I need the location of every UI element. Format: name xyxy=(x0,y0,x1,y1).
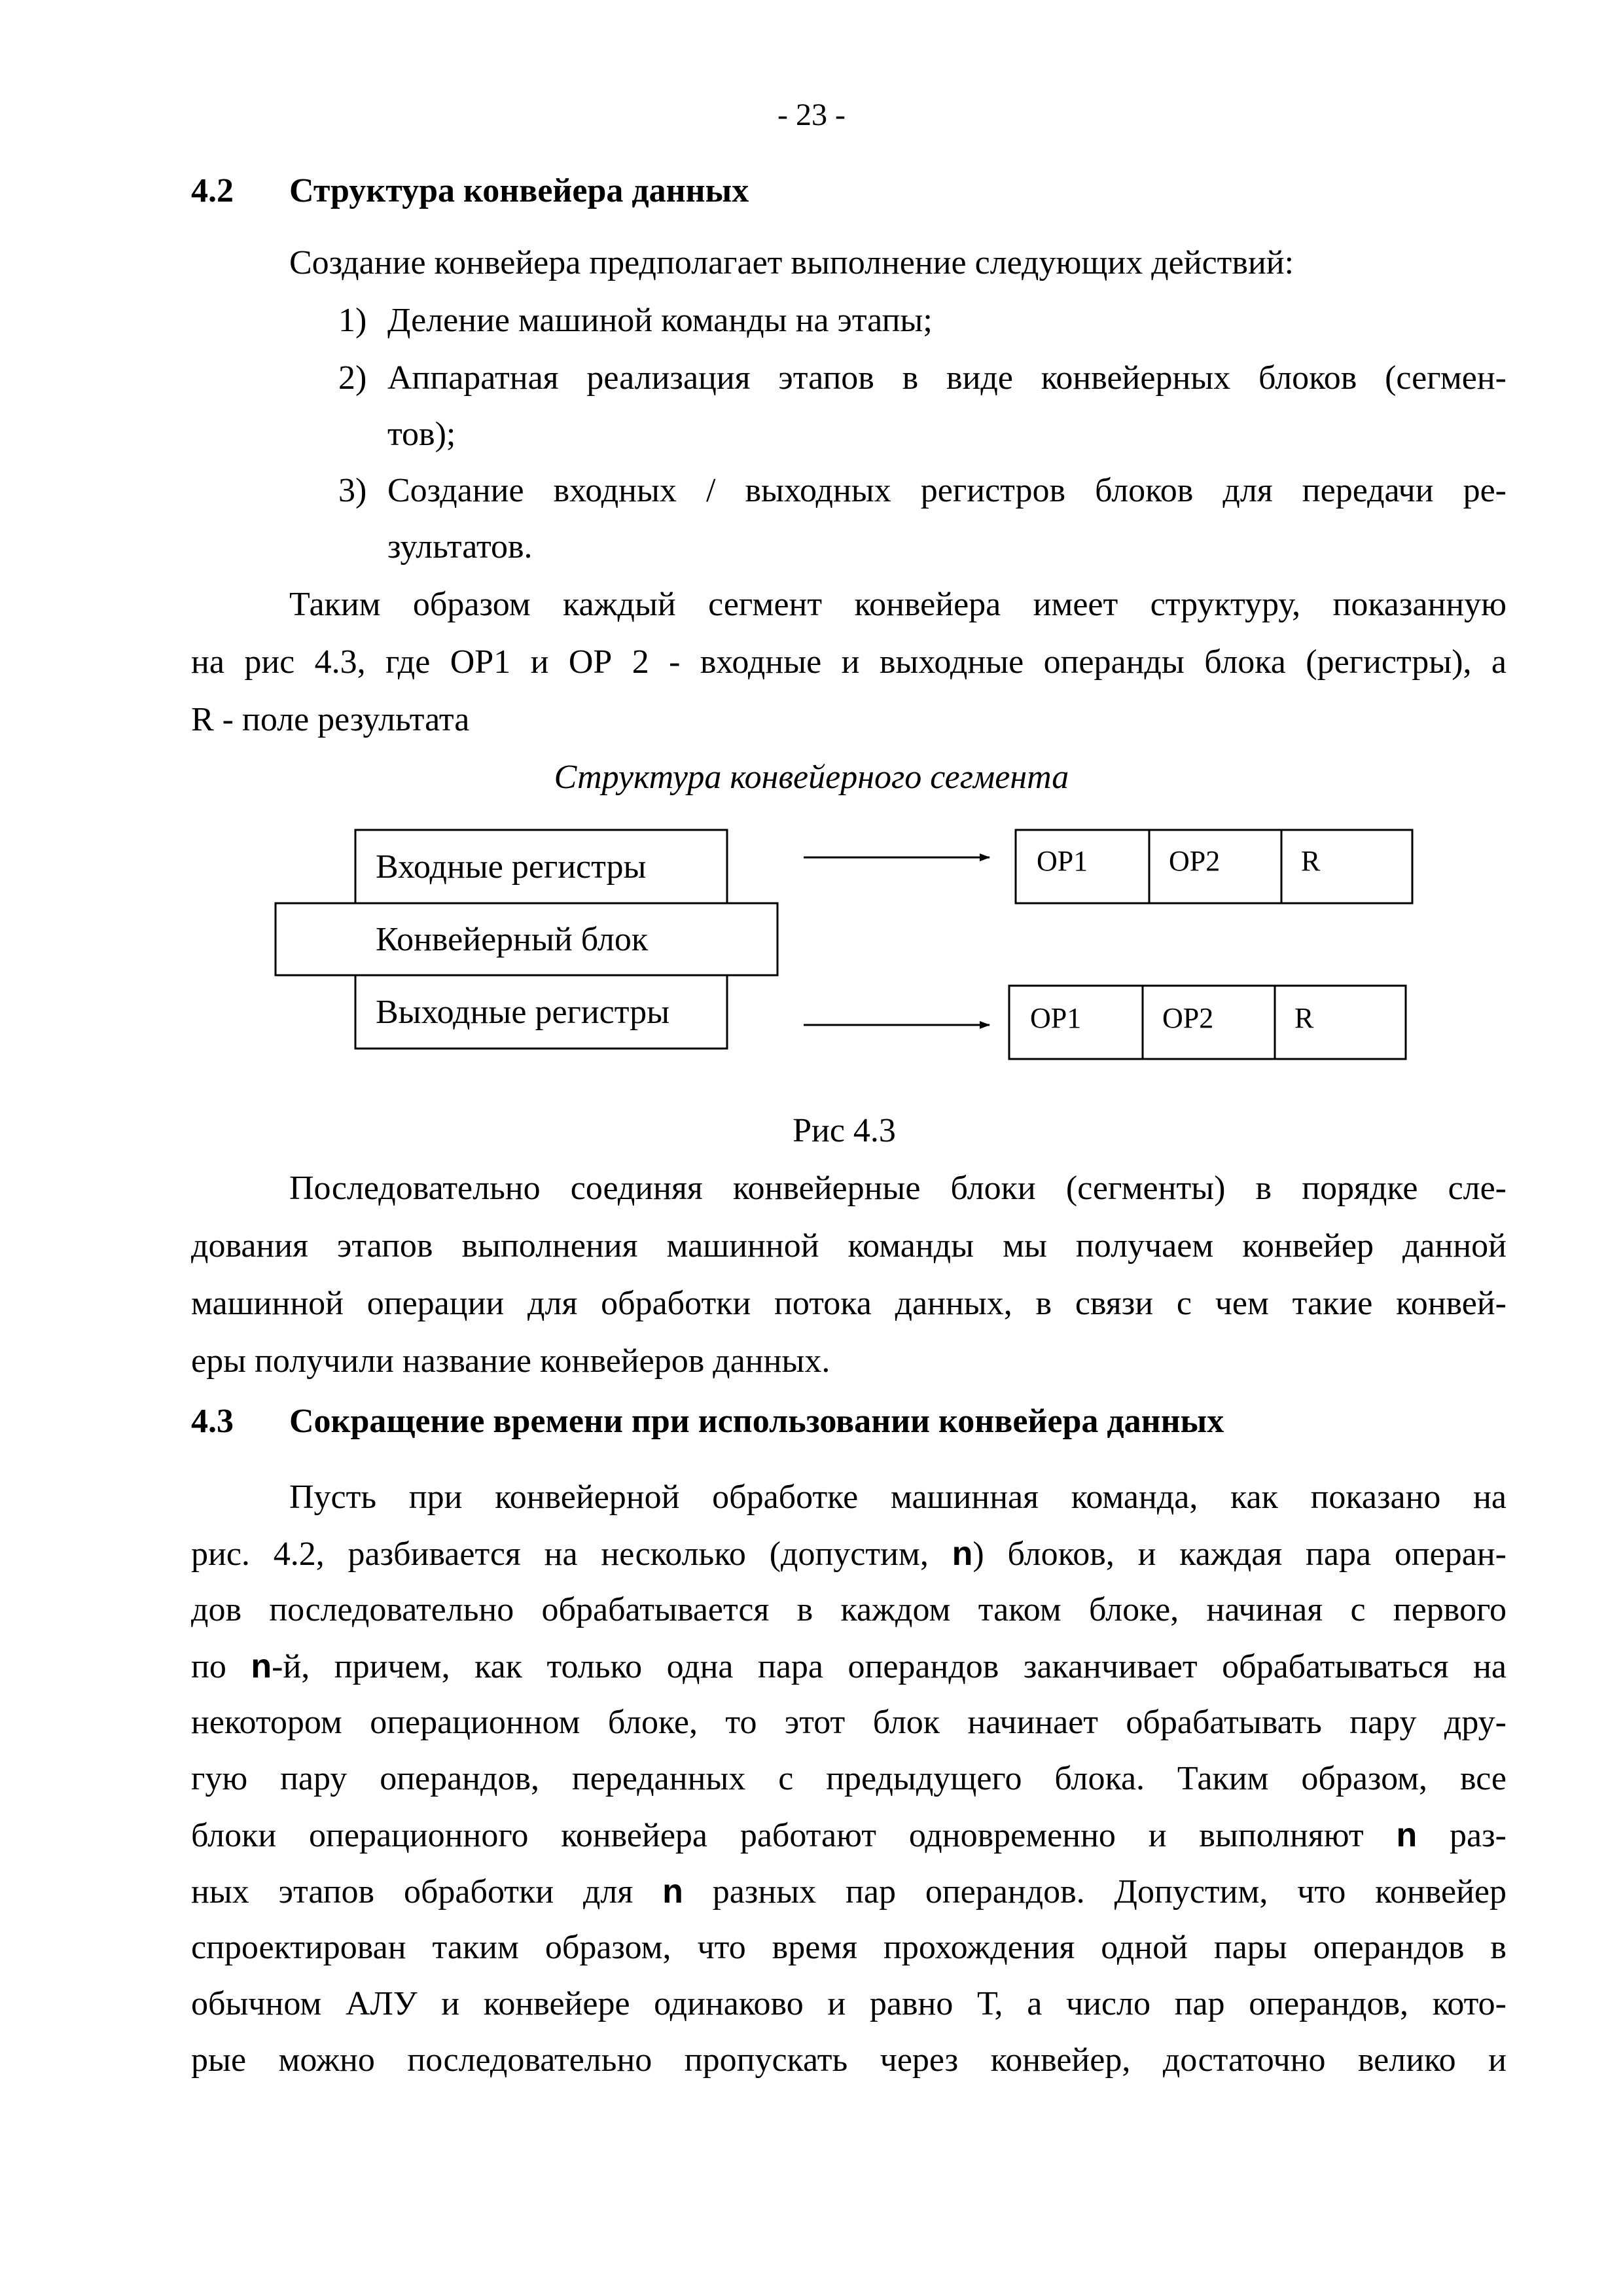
figure-caption: Рис 4.3 xyxy=(793,1112,896,1149)
text-run: ных этапов обработки для xyxy=(191,1873,663,1910)
paragraph-line: дования этапов выполнения машинной команды мы получаем конвейер данной xyxy=(191,1227,1507,1265)
text-run: раз- xyxy=(1417,1817,1507,1854)
paragraph-line: Последовательно соединяя конвейерные блоки (сегменты) в порядке сле- xyxy=(289,1170,1507,1207)
text-run: рис. 4.2, разбивается на несколько (допустим, xyxy=(191,1535,952,1573)
paragraph-line xyxy=(191,1816,1507,1855)
paragraph-line xyxy=(191,1647,1507,1686)
list-item-text: тов); xyxy=(387,416,456,453)
input-registers-block xyxy=(355,830,727,903)
text-run: разных пар операндов. Допустим, что конвейер xyxy=(683,1873,1507,1910)
section-title: Структура конвейера данных xyxy=(289,172,749,209)
intro-line: Создание конвейера предполагает выполнение следующих действий: xyxy=(289,244,1294,281)
variable-n: n xyxy=(1396,1816,1418,1854)
variable-n: n xyxy=(662,1873,683,1910)
section-4-3-heading xyxy=(191,1402,1224,1441)
text-run: по xyxy=(191,1648,251,1685)
paragraph-line: на рис 4.3, где ОР1 и ОР 2 - входные и выходные операнды блока (регистры), а xyxy=(191,643,1507,681)
register-field-r: R xyxy=(1294,1002,1314,1034)
pipeline-block-label: Конвейерный блок xyxy=(376,921,649,958)
list-item-text: Аппаратная реализация этапов в виде конвейерных блоков (сегмен- xyxy=(387,359,1507,397)
register-field-op2: OP2 xyxy=(1169,845,1221,877)
page-number: - 23 - xyxy=(777,98,846,132)
list-marker: 2) xyxy=(338,359,367,397)
list-item-text: Деление машиной команды на этапы; xyxy=(387,302,933,339)
register-field-r: R xyxy=(1301,845,1321,877)
list-marker: 3) xyxy=(338,472,367,509)
list-item-text: Создание входных / выходных регистров блоков для передачи ре- xyxy=(387,472,1507,509)
paragraph-line: обычном АЛУ и конвейере одинаково и равно Т, а число пар операндов, кото- xyxy=(191,1985,1507,2022)
list-item-text: зультатов. xyxy=(387,528,533,565)
list-marker: 1) xyxy=(338,302,367,339)
section-number: 4.3 xyxy=(191,1403,234,1440)
paragraph-line: некотором операционном блоке, то этот блок начинает обрабатывать пару дру- xyxy=(191,1704,1507,1741)
register-field-op2: OP2 xyxy=(1162,1002,1214,1034)
variable-n: n xyxy=(952,1535,973,1573)
variable-n: n xyxy=(251,1647,272,1685)
text-run: блоки операционного конвейера работают одновременно и выполняют xyxy=(191,1817,1397,1854)
paragraph-line: машинной операции для обработки потока данных, в связи с чем такие конвей- xyxy=(191,1285,1507,1322)
register-field-op1: OP1 xyxy=(1030,1002,1082,1034)
paragraph-line: рые можно последовательно пропускать через конвейер, достаточно велико и xyxy=(191,2041,1507,2079)
input-registers-label: Входные регистры xyxy=(376,848,647,886)
paragraph-line: R - поле результата xyxy=(191,701,470,738)
section-number: 4.2 xyxy=(191,172,234,209)
paragraph-line: гую пару операндов, переданных с предыдущего блока. Таким образом, все xyxy=(191,1760,1507,1797)
paragraph-line: спроектирован таким образом, что время прохождения одной пары операндов в xyxy=(191,1929,1507,1966)
paragraph-line: Таким образом каждый сегмент конвейера имеет структуру, показанную xyxy=(289,586,1507,623)
paragraph-line: Пусть при конвейерной обработке машинная команда, как показано на xyxy=(289,1479,1507,1516)
section-title: Сокращение времени при использовании конвейера данных xyxy=(289,1403,1224,1440)
text-run: -й, причем, как только одна пара операндов заканчивает обрабатываться на xyxy=(272,1648,1507,1685)
figure-title: Структура конвейерного сегмента xyxy=(554,759,1069,796)
paragraph-line: дов последовательно обрабатывается в каждом таком блоке, начиная с первого xyxy=(191,1591,1507,1628)
output-registers-block xyxy=(355,975,727,1049)
text-run: ) блоков, и каждая пара операн- xyxy=(972,1535,1507,1573)
output-registers-label: Выходные регистры xyxy=(376,994,670,1031)
top-register-row xyxy=(1016,830,1412,903)
paragraph-line: еры получили название конвейеров данных. xyxy=(191,1342,830,1380)
paragraph-line xyxy=(191,1872,1507,1911)
pipeline-block xyxy=(276,903,777,975)
paragraph-line xyxy=(191,1534,1507,1573)
bottom-register-row xyxy=(1009,986,1406,1059)
register-field-op1: OP1 xyxy=(1037,845,1088,877)
